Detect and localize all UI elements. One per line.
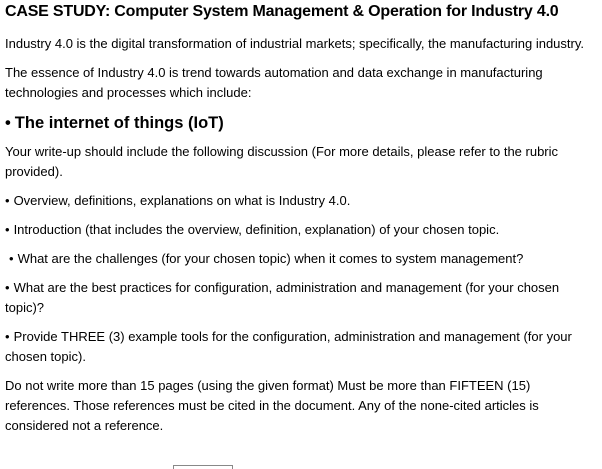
list-item xyxy=(5,220,596,240)
bullet-symbol: • xyxy=(5,222,10,237)
list-item xyxy=(5,191,596,211)
topic-heading-text: The internet of things (IoT) xyxy=(14,114,224,132)
list-item-text: Provide THREE (3) example tools for the configuration, administration and management (for your chosen topic). xyxy=(5,329,572,364)
writeup-paragraph: Your write-up should include the following discussion (For more details, please refer to the rubric provided). xyxy=(5,144,559,179)
list-item-text: What are the challenges (for your chosen topic) when it comes to system management? xyxy=(17,251,524,266)
cropped-box-edge xyxy=(173,465,233,469)
list-item-text: Introduction (that includes the overview, definition, explanation) of your chosen topic. xyxy=(13,222,500,237)
essence-paragraph: The essence of Industry 4.0 is trend towards automation and data exchange in manufacturing technologies and processes which include: xyxy=(5,65,543,100)
list-item xyxy=(5,278,596,318)
bullet-symbol: • xyxy=(5,193,10,208)
list-item-text: Overview, definitions, explanations on what is Industry 4.0. xyxy=(13,193,351,208)
bullet-symbol: • xyxy=(5,329,10,344)
intro-paragraph: Industry 4.0 is the digital transformation of industrial markets; specifically, the manufacturing industry. xyxy=(5,36,585,51)
bullet-symbol: • xyxy=(9,251,14,266)
topic-heading xyxy=(5,112,596,134)
list-item-text: What are the best practices for configuration, administration and management (for your chosen topic)? xyxy=(5,280,560,315)
document-title: CASE STUDY: Computer System Management & Operation for Industry 4.0 xyxy=(5,3,559,20)
list-item xyxy=(5,327,596,367)
list-item xyxy=(5,249,596,269)
topic-bullet: • xyxy=(5,114,11,132)
bullet-symbol: • xyxy=(5,280,10,295)
closing-paragraph: Do not write more than 15 pages (using the given format) Must be more than FIFTEEN (15) references. Those references must be cited in the document. Any of the none-cited articles is considered not a reference. xyxy=(5,378,539,433)
